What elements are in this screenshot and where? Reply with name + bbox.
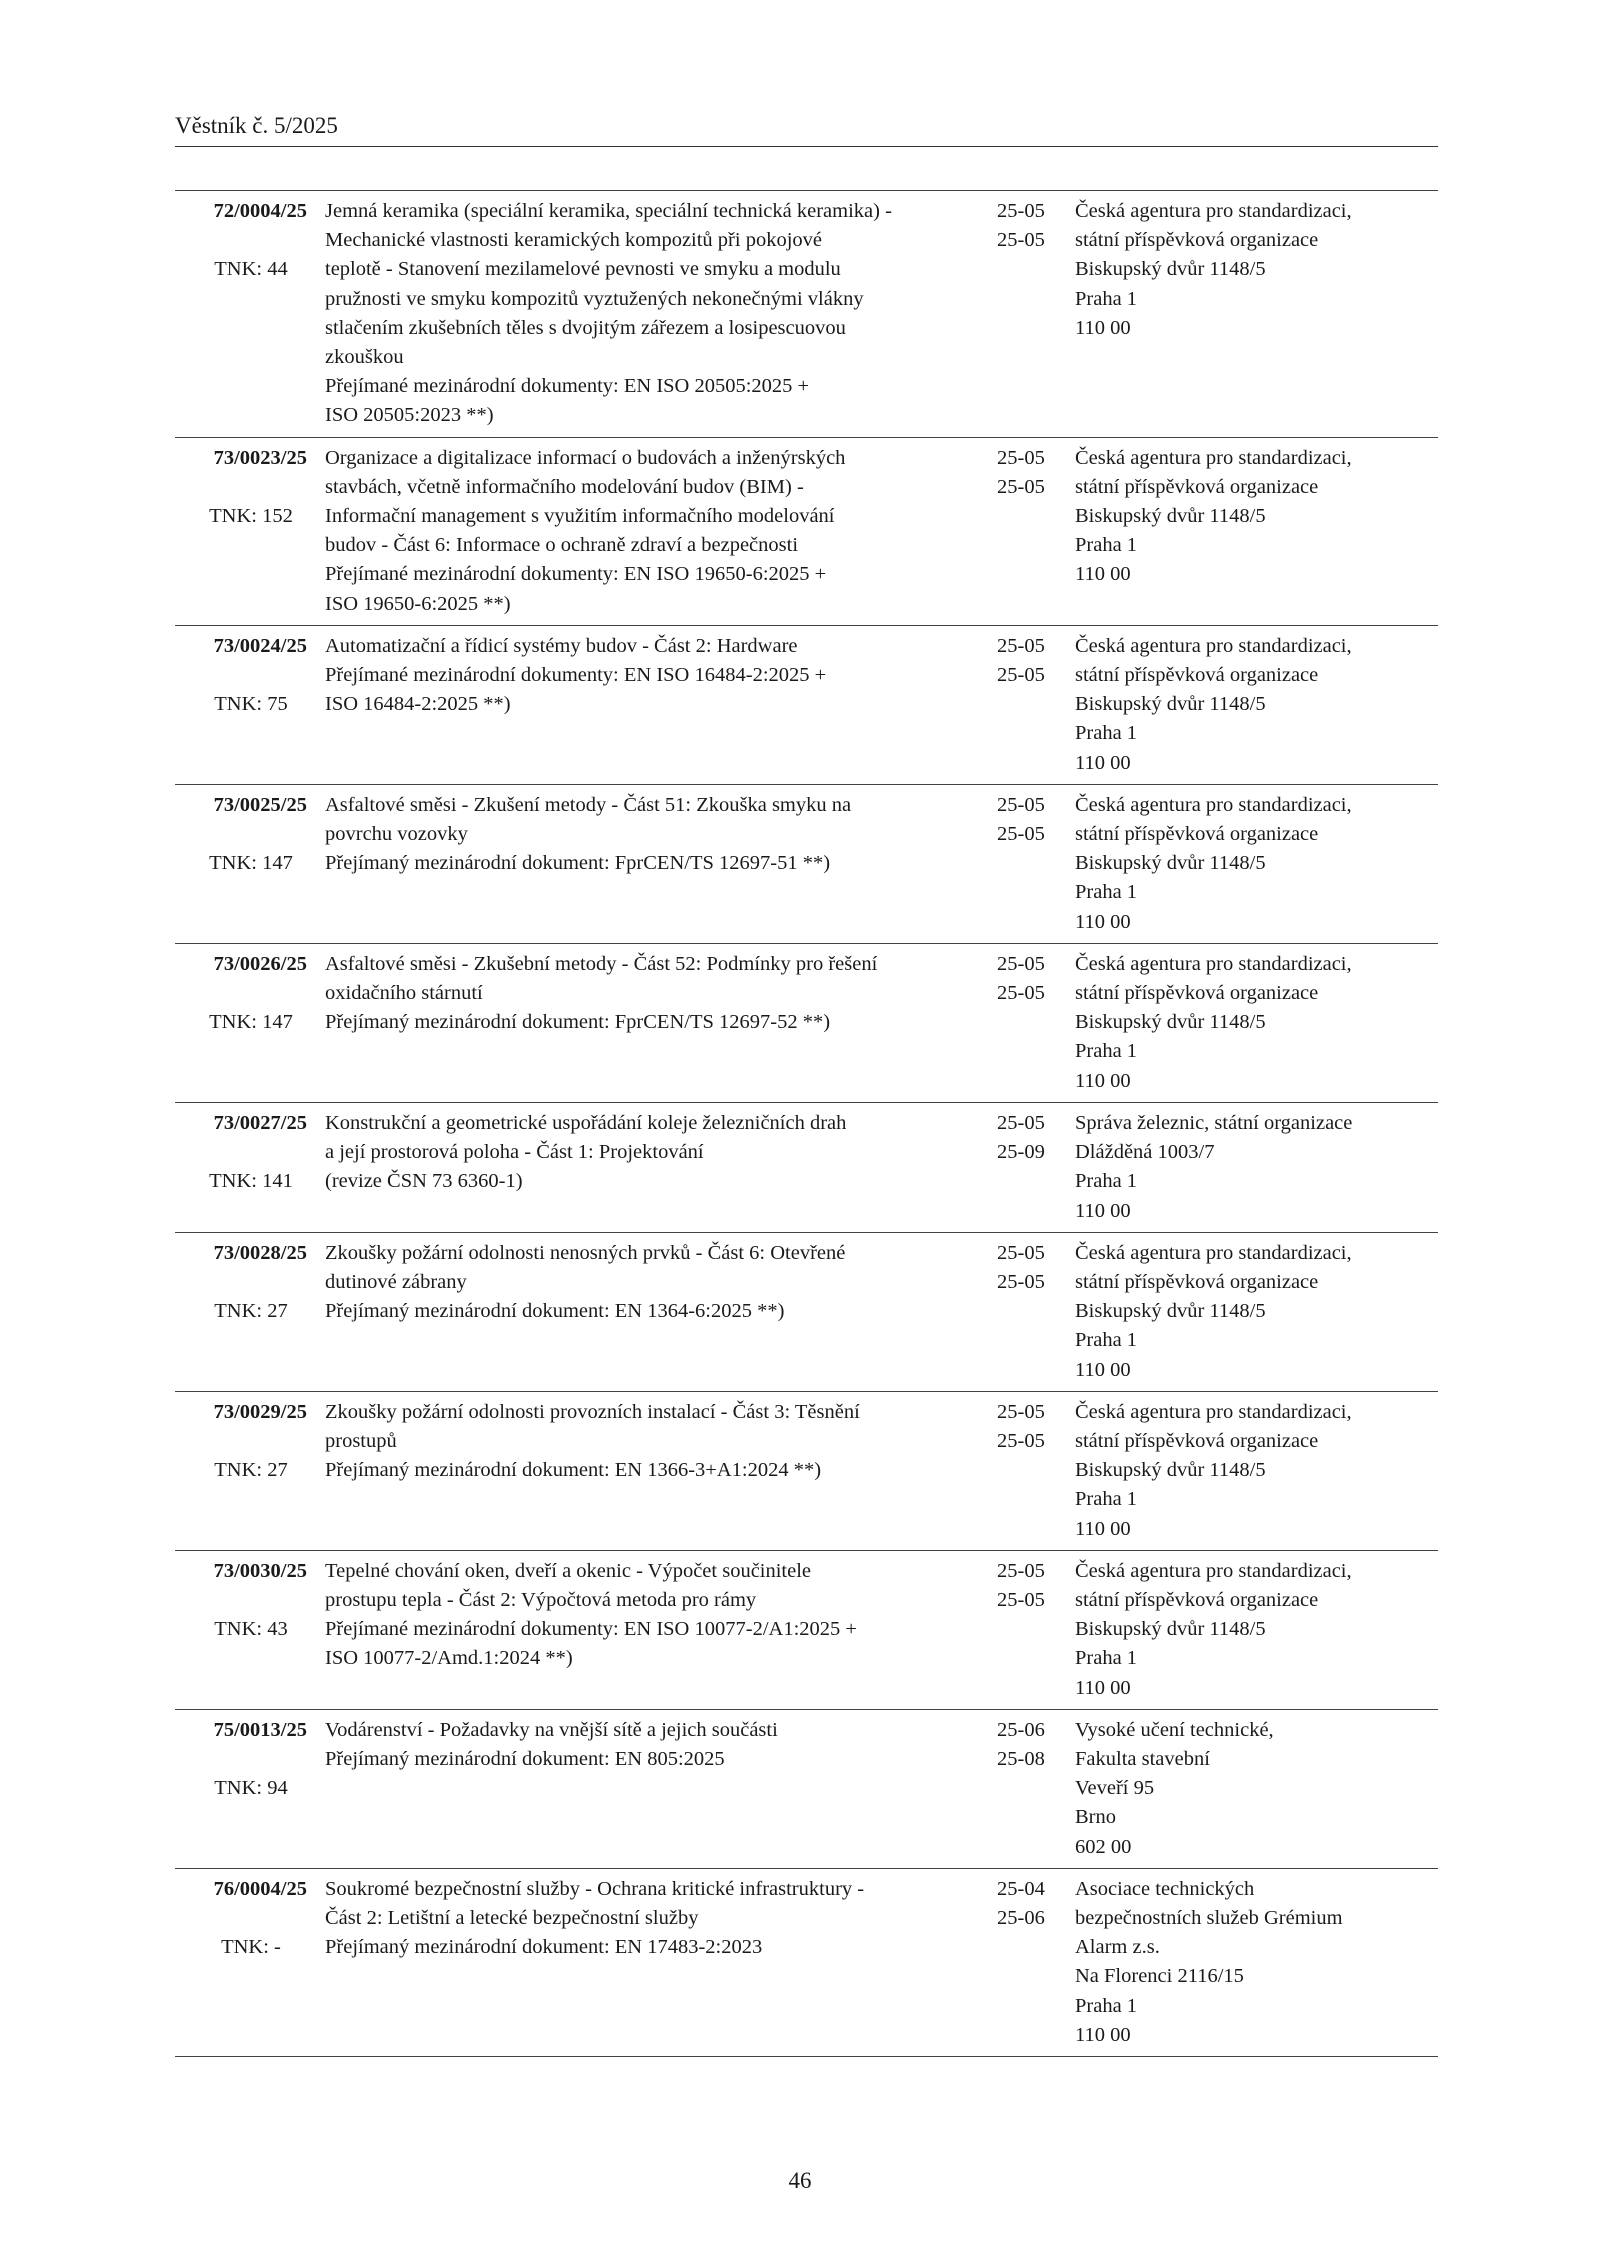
entry-title-line: Zkoušky požární odolnosti nenosných prvků - Část 6: Otevřené — [325, 1241, 846, 1264]
entry-number: 76/0004/25 — [213, 1877, 307, 1900]
entry-title-line: Přejímaný mezinárodní dokument: EN 1364-6:2025 **) — [325, 1300, 785, 1323]
entry-title-line: Automatizační a řídicí systémy budov - Část 2: Hardware — [325, 634, 798, 657]
table-row — [175, 1550, 1438, 1709]
entry-date: 25-05 — [997, 634, 1045, 657]
entry-organization-line: Biskupský dvůr 1148/5 — [1075, 1011, 1266, 1034]
entry-title-line: Konstrukční a geometrické uspořádání koleje železničních drah — [325, 1111, 847, 1134]
entry-title-cell — [313, 632, 985, 778]
entry-organization-line: Praha 1 — [1075, 1040, 1138, 1063]
entry-organization-line: 110 00 — [1075, 1517, 1131, 1540]
entry-title-line: stlačením zkušebních těles s dvojitým zářezem a losipescuovou — [325, 316, 846, 339]
entry-organization-cell — [1067, 950, 1438, 1096]
entry-number: 73/0025/25 — [213, 793, 307, 816]
entry-organization-line: Biskupský dvůr 1148/5 — [1075, 1459, 1266, 1482]
entry-date: 25-05 — [997, 1429, 1045, 1452]
table-row — [175, 1868, 1438, 2057]
entry-dates-cell — [985, 444, 1067, 619]
entry-organization-line: Brno — [1075, 1806, 1116, 1829]
table-row — [175, 625, 1438, 784]
table-row — [175, 437, 1438, 625]
entry-organization-line: státní příspěvková organizace — [1075, 664, 1319, 687]
entry-tnk: TNK: 75 — [214, 693, 288, 716]
entry-title-line: Přejímané mezinárodní dokumenty: EN ISO 10077-2/A1:2025 + — [325, 1618, 857, 1641]
entry-title-line: zkouškou — [325, 346, 404, 369]
entry-tnk: TNK: 147 — [209, 1011, 293, 1034]
entry-title-line: Přejímaný mezinárodní dokument: FprCEN/TS 12697-51 **) — [325, 852, 831, 875]
entry-organization-line: Biskupský dvůr 1148/5 — [1075, 505, 1266, 528]
entry-dates-cell — [985, 1557, 1067, 1703]
entry-id-cell — [175, 444, 313, 619]
entry-title-line: Přejímané mezinárodní dokumenty: EN ISO 19650-6:2025 + — [325, 563, 827, 586]
entry-title-line: Jemná keramika (speciální keramika, speciální technická keramika) - — [325, 200, 892, 222]
entry-title-line: ISO 20505:2023 **) — [325, 404, 494, 427]
entry-organization-line: Česká agentura pro standardizaci, — [1075, 200, 1352, 222]
entry-title-cell — [313, 791, 985, 937]
entry-date: 25-06 — [997, 1718, 1045, 1741]
entry-organization-line: Česká agentura pro standardizaci, — [1075, 446, 1352, 469]
table-row — [175, 1391, 1438, 1550]
page-number: 46 — [788, 2168, 812, 2193]
entry-title-line: (revize ČSN 73 6360-1) — [325, 1170, 523, 1193]
entry-id-cell — [175, 197, 313, 431]
entry-organization-line: Správa železnic, státní organizace — [1075, 1111, 1353, 1134]
entry-title-line: ISO 19650-6:2025 **) — [325, 592, 511, 615]
entry-organization-line: Biskupský dvůr 1148/5 — [1075, 852, 1266, 875]
entry-title-line: dutinové zábrany — [325, 1270, 467, 1293]
entry-id-cell — [175, 1557, 313, 1703]
entry-date: 25-05 — [997, 1241, 1045, 1264]
entry-organization-line: 110 00 — [1075, 316, 1131, 339]
entry-number: 73/0026/25 — [213, 952, 307, 975]
entry-organization-cell — [1067, 632, 1438, 778]
entry-organization-line: Alarm z.s. — [1075, 1936, 1160, 1959]
entry-organization-line: státní příspěvková organizace — [1075, 982, 1319, 1005]
entry-title-line: prostupů — [325, 1429, 397, 1452]
entry-title-cell — [313, 950, 985, 1096]
entry-title-line: Část 2: Letištní a letecké bezpečnostní služby — [325, 1906, 699, 1929]
entry-organization-line: Praha 1 — [1075, 287, 1138, 310]
entry-title-line: Přejímaný mezinárodní dokument: EN 1366-3+A1:2024 **) — [325, 1459, 822, 1482]
entry-organization-line: Veveří 95 — [1075, 1777, 1155, 1800]
entry-organization-cell — [1067, 1398, 1438, 1544]
entry-id-cell — [175, 632, 313, 778]
entry-date: 25-05 — [997, 1400, 1045, 1423]
entry-tnk: TNK: 43 — [214, 1617, 288, 1640]
entry-tnk: TNK: 147 — [209, 852, 293, 875]
entry-date: 25-05 — [997, 664, 1045, 687]
entry-number: 73/0028/25 — [213, 1241, 307, 1264]
entry-title-line: teplotě - Stanovení mezilamelové pevnosti ve smyku a modulu — [325, 258, 841, 281]
entry-date: 25-05 — [997, 952, 1045, 975]
entry-organization-line: Biskupský dvůr 1148/5 — [1075, 693, 1266, 716]
entry-title-line: Přejímaný mezinárodní dokument: FprCEN/TS 12697-52 **) — [325, 1011, 831, 1034]
entry-organization-line: Praha 1 — [1075, 1488, 1138, 1511]
entry-title-cell — [313, 197, 985, 431]
entry-number: 73/0027/25 — [213, 1111, 307, 1134]
entry-number: 72/0004/25 — [213, 200, 307, 222]
entry-organization-cell — [1067, 1716, 1438, 1862]
entry-organization-cell — [1067, 1109, 1438, 1226]
entry-title-line: Asfaltové směsi - Zkušení metody - Část 51: Zkouška smyku na — [325, 793, 852, 816]
entry-organization-line: Biskupský dvůr 1148/5 — [1075, 258, 1266, 281]
entry-dates-cell — [985, 1109, 1067, 1226]
page-header — [175, 112, 1438, 147]
entry-date: 25-05 — [997, 823, 1045, 846]
entry-tnk: TNK: 44 — [214, 258, 288, 281]
entry-title-line: Přejímané mezinárodní dokumenty: EN ISO 16484-2:2025 + — [325, 664, 827, 687]
entry-organization-cell — [1067, 444, 1438, 619]
entry-tnk: TNK: 141 — [209, 1170, 293, 1193]
entry-title-line: a její prostorová poloha - Část 1: Projektování — [325, 1141, 704, 1164]
entry-organization-line: 110 00 — [1075, 2023, 1131, 2046]
entry-tnk: TNK: 152 — [209, 504, 293, 527]
entry-number: 73/0030/25 — [213, 1559, 307, 1582]
entry-date: 25-05 — [997, 793, 1045, 816]
entry-title-cell — [313, 1398, 985, 1544]
entry-tnk: TNK: - — [221, 1935, 281, 1958]
entry-organization-line: státní příspěvková organizace — [1075, 1429, 1319, 1452]
entry-date: 25-09 — [997, 1141, 1045, 1164]
entry-date: 25-05 — [997, 475, 1045, 498]
entry-title-cell — [313, 1875, 985, 2050]
entry-dates-cell — [985, 1875, 1067, 2050]
entry-dates-cell — [985, 950, 1067, 1096]
entry-organization-line: Praha 1 — [1075, 1994, 1138, 2017]
entry-date: 25-04 — [997, 1877, 1045, 1900]
entry-title-line: Vodárenství - Požadavky na vnější sítě a jejich součásti — [325, 1718, 778, 1741]
entry-organization-line: Vysoké učení technické, — [1075, 1718, 1274, 1741]
entry-number: 73/0029/25 — [213, 1400, 307, 1423]
entry-dates-cell — [985, 1716, 1067, 1862]
entry-title-line: budov - Část 6: Informace o ochraně zdraví a bezpečnosti — [325, 534, 799, 557]
entry-dates-cell — [985, 1239, 1067, 1385]
entry-organization-line: Česká agentura pro standardizaci, — [1075, 1241, 1352, 1264]
entry-organization-line: Praha 1 — [1075, 1647, 1138, 1670]
entry-organization-line: 110 00 — [1075, 751, 1131, 774]
entry-id-cell — [175, 1716, 313, 1862]
entry-title-cell — [313, 1557, 985, 1703]
entry-title-line: Přejímané mezinárodní dokumenty: EN ISO 20505:2025 + — [325, 375, 810, 398]
table-row — [175, 784, 1438, 943]
entry-organization-cell — [1067, 1557, 1438, 1703]
entry-id-cell — [175, 950, 313, 1096]
entry-title-cell — [313, 1716, 985, 1862]
entry-organization-line: bezpečnostních služeb Grémium — [1075, 1906, 1343, 1929]
journal-title: Věstník č. 5/2025 — [175, 113, 338, 138]
entry-title-cell — [313, 444, 985, 619]
entry-organization-line: státní příspěvková organizace — [1075, 823, 1319, 846]
entry-title-line: Přejímaný mezinárodní dokument: EN 17483-2:2023 — [325, 1936, 763, 1959]
entry-tnk: TNK: 94 — [214, 1776, 288, 1799]
entry-title-line: Asfaltové směsi - Zkušební metody - Část 52: Podmínky pro řešení — [325, 952, 878, 975]
entry-organization-line: státní příspěvková organizace — [1075, 475, 1319, 498]
entry-title-line: ISO 16484-2:2025 **) — [325, 693, 511, 716]
entry-title-line: prostupu tepla - Část 2: Výpočtová metoda pro rámy — [325, 1588, 757, 1611]
entry-date: 25-06 — [997, 1906, 1045, 1929]
table-row — [175, 190, 1438, 437]
entry-organization-cell — [1067, 791, 1438, 937]
entry-title-line: ISO 10077-2/Amd.1:2024 **) — [325, 1647, 573, 1670]
entry-date: 25-05 — [997, 1111, 1045, 1134]
entry-title-line: Soukromé bezpečnostní služby - Ochrana kritické infrastruktury - — [325, 1877, 865, 1900]
entry-title-cell — [313, 1109, 985, 1226]
entry-title-line: povrchu vozovky — [325, 823, 468, 846]
entry-organization-line: Česká agentura pro standardizaci, — [1075, 634, 1352, 657]
entry-date: 25-05 — [997, 200, 1045, 222]
entry-date: 25-08 — [997, 1747, 1045, 1770]
entry-tnk: TNK: 27 — [214, 1299, 288, 1322]
entry-title-line: Organizace a digitalizace informací o budovách a inženýrských — [325, 446, 846, 469]
entry-organization-line: Biskupský dvůr 1148/5 — [1075, 1618, 1266, 1641]
entry-dates-cell — [985, 791, 1067, 937]
entry-organization-line: Praha 1 — [1075, 534, 1138, 557]
entry-id-cell — [175, 791, 313, 937]
entry-title-line: Zkoušky požární odolnosti provozních instalací - Část 3: Těsnění — [325, 1400, 860, 1423]
entry-dates-cell — [985, 197, 1067, 431]
entry-organization-line: Dlážděná 1003/7 — [1075, 1141, 1215, 1164]
entry-organization-line: Praha 1 — [1075, 1170, 1138, 1193]
entry-organization-line: Fakulta stavební — [1075, 1747, 1210, 1770]
entry-title-line: Tepelné chování oken, dveří a okenic - Výpočet součinitele — [325, 1559, 812, 1582]
entry-title-line: stavbách, včetně informačního modelování budov (BIM) - — [325, 475, 804, 498]
entry-organization-line: Praha 1 — [1075, 1329, 1138, 1352]
entry-organization-line: Biskupský dvůr 1148/5 — [1075, 1300, 1266, 1323]
entry-organization-line: Praha 1 — [1075, 722, 1138, 745]
entry-tnk: TNK: 27 — [214, 1458, 288, 1481]
entry-organization-line: Česká agentura pro standardizaci, — [1075, 952, 1352, 975]
entry-organization-cell — [1067, 1239, 1438, 1385]
entry-date: 25-05 — [997, 1588, 1045, 1611]
table-row — [175, 1232, 1438, 1391]
entry-organization-line: Česká agentura pro standardizaci, — [1075, 1400, 1352, 1423]
entry-organization-line: Česká agentura pro standardizaci, — [1075, 1559, 1352, 1582]
entry-id-cell — [175, 1875, 313, 2050]
entry-id-cell — [175, 1239, 313, 1385]
entry-organization-line: Na Florenci 2116/15 — [1075, 1965, 1244, 1988]
entry-title-line: oxidačního stárnutí — [325, 982, 483, 1005]
entry-organization-line: 602 00 — [1075, 1835, 1132, 1858]
entry-organization-line: státní příspěvková organizace — [1075, 1588, 1319, 1611]
table-row — [175, 1709, 1438, 1868]
entry-number: 73/0024/25 — [213, 634, 307, 657]
entry-title-line: Přejímaný mezinárodní dokument: EN 805:2025 — [325, 1747, 725, 1770]
entry-title-line: Informační management s využitím informačního modelování — [325, 505, 835, 528]
entry-organization-line: 110 00 — [1075, 1199, 1131, 1222]
entry-organization-line: 110 00 — [1075, 1358, 1131, 1381]
standards-table — [175, 190, 1438, 2057]
entry-organization-line: státní příspěvková organizace — [1075, 229, 1319, 252]
entry-organization-line: 110 00 — [1075, 563, 1131, 586]
entry-title-cell — [313, 1239, 985, 1385]
entry-organization-line: 110 00 — [1075, 910, 1131, 933]
entry-id-cell — [175, 1398, 313, 1544]
entry-number: 75/0013/25 — [213, 1718, 307, 1741]
entry-date: 25-05 — [997, 229, 1045, 252]
entry-dates-cell — [985, 632, 1067, 778]
entry-organization-line: státní příspěvková organizace — [1075, 1270, 1319, 1293]
entry-organization-line: 110 00 — [1075, 1676, 1131, 1699]
entry-organization-line: 110 00 — [1075, 1069, 1131, 1092]
entry-date: 25-05 — [997, 1559, 1045, 1582]
entry-id-cell — [175, 1109, 313, 1226]
table-row — [175, 1102, 1438, 1232]
entry-number: 73/0023/25 — [213, 446, 307, 469]
entry-organization-line: Česká agentura pro standardizaci, — [1075, 793, 1352, 816]
entry-organization-line: Praha 1 — [1075, 881, 1138, 904]
entry-dates-cell — [985, 1398, 1067, 1544]
entry-organization-cell — [1067, 197, 1438, 431]
entry-date: 25-05 — [997, 982, 1045, 1005]
entry-organization-cell — [1067, 1875, 1438, 2050]
table-row — [175, 943, 1438, 1102]
entry-title-line: pružnosti ve smyku kompozitů vyztužených nekonečnými vlákny — [325, 287, 864, 310]
entry-organization-line: Asociace technických — [1075, 1877, 1255, 1900]
entry-title-line: Mechanické vlastnosti keramických kompozitů při pokojové — [325, 229, 822, 252]
entry-date: 25-05 — [997, 1270, 1045, 1293]
entry-date: 25-05 — [997, 446, 1045, 469]
